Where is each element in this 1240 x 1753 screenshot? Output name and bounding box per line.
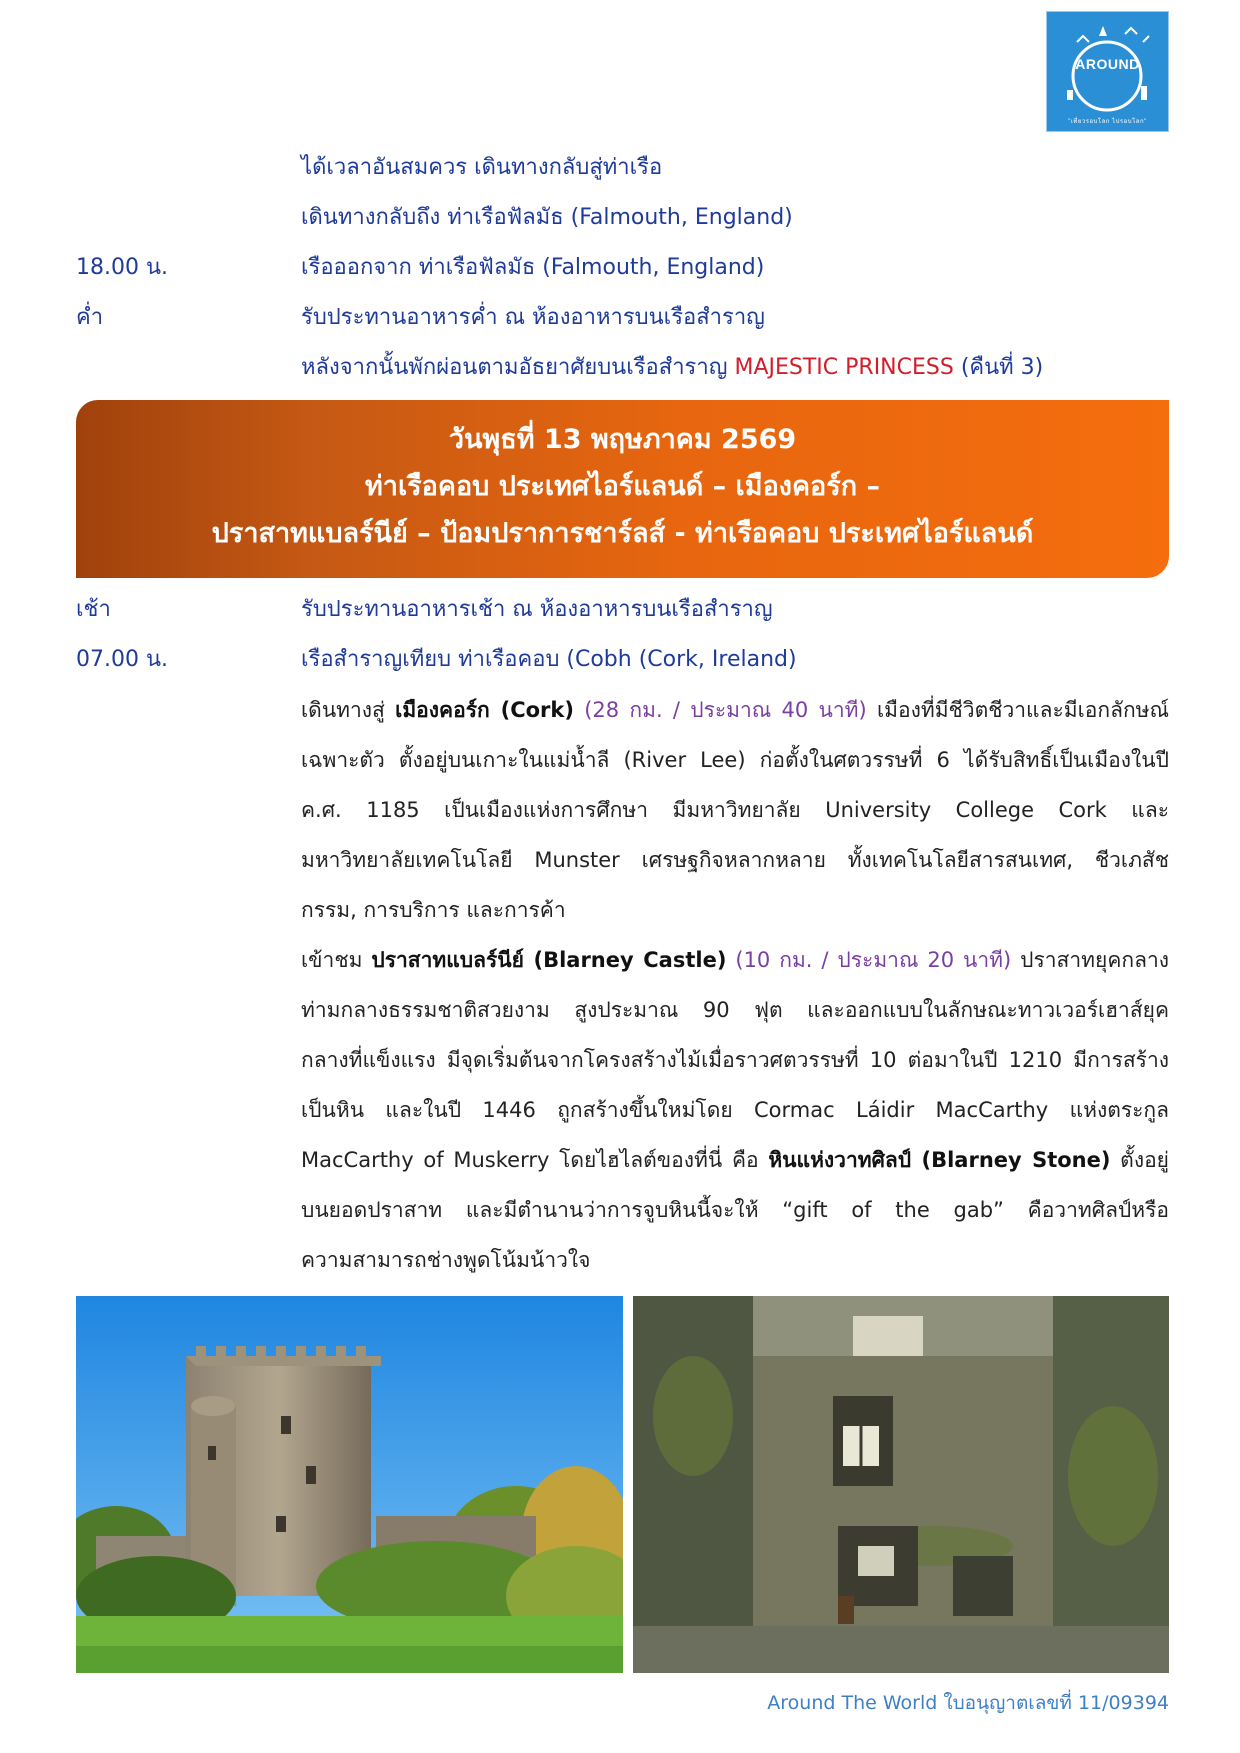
- cork-paragraph-line: มหาวิทยาลัยเทคโนโลยี Munster เศรษฐกิจหลากหลาย ทั้งเทคโนโลยีสารสนเทศ, ชีวเภสัช: [301, 848, 1169, 872]
- schedule-row: [0, 148, 1240, 188]
- blarney-paragraph-line: บนยอดปราสาท และมีตำนานว่าการจูบหินนี้จะให้ “gift of the gab” คือวาทศิลป์หรือ: [301, 1198, 1169, 1222]
- cork-intro: เดินทางสู่: [301, 698, 396, 722]
- blarney-line5-start: MacCarthy of Muskerry โดยไฮไลต์ของที่นี่ คือ: [301, 1148, 769, 1172]
- schedule-activity: [301, 348, 1043, 388]
- blarney-distance: (10 กม. / ประมาณ 20 นาที): [726, 948, 1012, 972]
- cork-line1-rest: เมืองที่มีชีวิตชีวาและมีเอกลักษณ์: [866, 698, 1169, 722]
- blarney-line5-end: ตั้งอยู่: [1110, 1148, 1169, 1172]
- blarney-paragraph-line: ความสามารถช่างพูดโน้มน้าวใจ: [301, 1248, 591, 1272]
- blarney-paragraph-line: กลางที่แข็งแรง มีจุดเริ่มต้นจากโครงสร้างไม้เมื่อราวศตวรรษที่ 10 ต่อมาในปี 1210 มีการสร้าง: [301, 1048, 1169, 1072]
- activity-suffix: (คืนที่ 3): [953, 355, 1044, 380]
- blarney-intro: เข้าชม: [301, 948, 372, 972]
- ship-name: MAJESTIC PRINCESS: [734, 355, 954, 380]
- schedule-row: [0, 348, 1240, 388]
- blarney-line1-rest: ปราสาทยุคกลาง: [1011, 948, 1169, 972]
- schedule-row: [0, 248, 1240, 288]
- schedule-row: [0, 640, 1240, 680]
- day-header-route-1: ท่าเรือคอบ ประเทศไอร์แลนด์ – เมืองคอร์ก –: [364, 471, 881, 502]
- schedule-time: 18.00 น.: [76, 255, 169, 280]
- schedule-activity: เรือสำราญเทียบ ท่าเรือคอบ (Cobh (Cork, Ireland): [301, 647, 797, 672]
- cork-distance: (28 กม. / ประมาณ 40 นาที): [573, 698, 867, 722]
- schedule-row: [0, 298, 1240, 338]
- schedule-activity: เดินทางกลับถึง ท่าเรือฟัลมัธ (Falmouth, England): [301, 205, 793, 230]
- blarney-paragraph-line: [301, 1140, 1169, 1180]
- schedule-row: [0, 198, 1240, 238]
- logo-tagline: "เที่ยวรอบโลก ไปรอบโลก": [1068, 119, 1147, 125]
- schedule-time: 07.00 น.: [76, 647, 169, 672]
- blarney-paragraph-line: [301, 940, 1169, 980]
- blarney-paragraph-line: ท่ามกลางธรรมชาติสวยงาม สูงประมาณ 90 ฟุต และออกแบบในลักษณะทาวเวอร์เฮาส์ยุค: [301, 998, 1169, 1022]
- blarney-castle-interior-photo: [633, 1296, 1169, 1673]
- day-header-route-2: ปราสาทแบลร์นีย์ – ป้อมปราการชาร์ลส์ - ท่าเรือคอบ ประเทศไอร์แลนด์: [211, 518, 1034, 549]
- schedule-activity: เรือออกจาก ท่าเรือฟัลมัธ (Falmouth, England): [301, 255, 765, 280]
- schedule-activity: รับประทานอาหารเช้า ณ ห้องอาหารบนเรือสำราญ: [301, 597, 773, 622]
- blarney-castle-exterior-photo: [76, 1296, 623, 1673]
- cork-paragraph-line: ค.ศ. 1185 เป็นเมืองแห่งการศึกษา มีมหาวิทยาลัย University College Cork และ: [301, 798, 1169, 822]
- activity-prefix: หลังจากนั้นพักผ่อนตามอัธยาศัยบนเรือสำราญ: [301, 355, 735, 380]
- schedule-row: [0, 590, 1240, 630]
- blarney-paragraph-line: เป็นหิน และในปี 1446 ถูกสร้างขึ้นใหม่โดย Cormac Láidir MacCarthy แห่งตระกูล: [301, 1098, 1169, 1122]
- day-header-banner: [76, 400, 1169, 578]
- blarney-name: ปราสาทแบลร์นีย์ (Blarney Castle): [371, 948, 727, 972]
- schedule-activity: รับประทานอาหารค่ำ ณ ห้องอาหารบนเรือสำราญ: [301, 305, 765, 330]
- schedule-time: เช้า: [76, 597, 111, 622]
- company-logo: [1046, 11, 1169, 132]
- footer-license: Around The World ใบอนุญาตเลขที่ 11/09394: [767, 1692, 1169, 1714]
- day-header-date: วันพุธที่ 13 พฤษภาคม 2569: [448, 424, 797, 455]
- cork-paragraph-line: เฉพาะตัว ตั้งอยู่บนเกาะในแม่น้ำลี (River Lee) ก่อตั้งในศตวรรษที่ 6 ได้รับสิทธิ์เป็นเมืองในปี: [301, 748, 1169, 772]
- cork-paragraph-line: กรรม, การบริการ และการค้า: [301, 898, 566, 922]
- logo-text-around: AROUND: [1075, 56, 1140, 72]
- blarney-stone: หินแห่งวาทศิลป์ (Blarney Stone): [768, 1148, 1111, 1172]
- cork-name: เมืองคอร์ก (Cork): [395, 698, 574, 722]
- schedule-activity: ได้เวลาอันสมควร เดินทางกลับสู่ท่าเรือ: [301, 155, 663, 180]
- cork-paragraph-line: [301, 690, 1169, 730]
- schedule-time: ค่ำ: [76, 305, 104, 330]
